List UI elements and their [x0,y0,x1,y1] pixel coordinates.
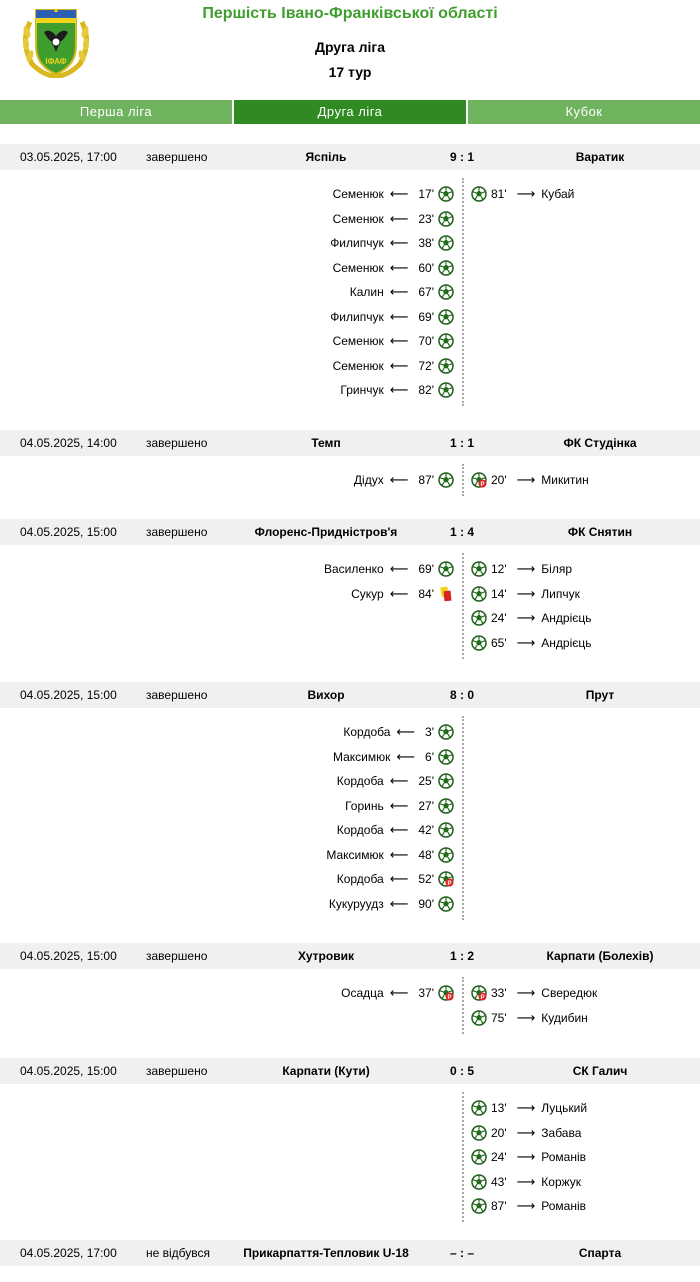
home-event [354,472,454,488]
page-header [0,0,700,95]
arrow-left-icon: ⟵ [396,748,416,764]
event-player[interactable]: Калин [349,285,384,299]
match-row[interactable] [0,1058,700,1084]
home-event [340,382,454,398]
match-date: 04.05.2025, 14:00 [20,436,117,450]
event-minute: 23' [418,211,434,226]
yellow-red-card-icon [438,586,454,602]
away-team[interactable]: ФК Студінка [563,436,637,450]
event-minute: 17' [418,187,434,201]
event-minute: 72' [418,358,434,373]
event-player[interactable]: Луцький [541,1101,588,1115]
goal-ball-icon [438,260,454,276]
goal-ball-icon [471,610,487,626]
arrow-left-icon: ⟵ [389,333,409,348]
arrow-right-icon: ⟶ [516,610,536,625]
home-event [351,586,454,602]
goal-ball-icon [471,1149,487,1165]
arrow-right-icon: ⟶ [516,1198,536,1213]
event-minute: 20' [491,1125,507,1140]
away-event [471,472,589,488]
match-row[interactable] [0,519,700,545]
arrow-right-icon: ⟶ [516,634,536,650]
away-event [471,1174,581,1190]
home-event [337,871,454,887]
league-tabs [0,100,700,124]
match-score: 1 : 1 [449,436,474,450]
event-minute: 87' [491,1199,507,1213]
arrow-left-icon: ⟵ [389,235,409,250]
penalty-goal-icon [471,985,487,1001]
event-player[interactable]: Кордоба [336,823,384,837]
goal-ball-icon [438,724,454,740]
match-row[interactable] [0,430,700,456]
goal-ball-icon [471,561,487,577]
event-player[interactable]: Семенюк [332,187,384,201]
home-event [350,284,454,300]
penalty-goal-icon [471,472,487,488]
goal-ball-icon [471,635,487,651]
event-player[interactable]: Романів [541,1199,587,1213]
arrow-left-icon: ⟵ [389,210,409,226]
goal-ball-icon [438,284,454,300]
logo-text: ІФАФ [45,57,67,66]
match-score: 9 : 1 [449,150,474,164]
event-minute: 43' [491,1174,507,1189]
event-minute: 24' [491,611,507,625]
home-team[interactable]: Карпати (Кути) [282,1064,370,1078]
arrow-left-icon: ⟵ [389,846,409,862]
events-divider [462,977,464,1034]
goal-ball-icon [438,822,454,838]
event-minute: 84' [418,586,434,601]
home-event [333,333,454,349]
event-player[interactable]: Романів [541,1150,587,1164]
arrow-left-icon: ⟵ [389,797,409,813]
goal-ball-icon [438,382,454,398]
away-team[interactable]: Спарта [578,1246,622,1260]
events-divider [462,716,464,920]
match-score: 8 : 0 [449,688,474,702]
event-player[interactable]: Семенюк [332,334,384,348]
arrow-right-icon: ⟶ [516,1173,536,1189]
event-player[interactable]: Горинь [345,798,384,813]
event-minute: 37' [418,986,434,1000]
arrow-left-icon: ⟵ [389,985,409,1000]
home-team[interactable]: Вихор [307,688,345,702]
arrow-right-icon: ⟶ [516,585,536,601]
arrow-left-icon: ⟵ [389,357,409,373]
away-event [471,586,580,602]
away-team[interactable]: Варатик [575,150,625,164]
home-event [330,309,454,325]
event-minute: 60' [418,260,434,275]
home-team[interactable]: Темп [311,436,341,450]
svg-text:P: P [480,482,485,488]
home-event [333,260,454,276]
goal-ball-icon [438,749,454,765]
event-player[interactable]: Максимюк [332,749,391,764]
event-minute: 90' [418,896,434,911]
match-date: 04.05.2025, 15:00 [20,1064,117,1078]
events-divider [462,178,464,406]
events-divider [462,553,464,659]
arrow-left-icon: ⟵ [389,382,409,397]
match-status: завершено [146,525,208,539]
arrow-left-icon: ⟵ [389,284,409,299]
goal-ball-icon [438,472,454,488]
event-minute: 27' [418,798,434,813]
event-minute: 25' [418,774,434,788]
event-minute: 48' [418,847,434,862]
home-event [333,749,454,765]
arrow-left-icon: ⟵ [389,871,409,886]
events-divider [462,464,464,496]
round-title: 17 тур [328,64,372,80]
match-score: – : – [449,1246,474,1260]
goal-ball-icon [438,358,454,374]
match-status: завершено [146,436,208,450]
away-team[interactable]: СК Галич [572,1064,628,1078]
match-row[interactable] [0,144,700,170]
arrow-left-icon: ⟵ [389,186,409,201]
arrow-left-icon: ⟵ [389,259,409,275]
away-team[interactable]: Прут [585,688,615,702]
goal-ball-icon [438,847,454,863]
arrow-right-icon: ⟶ [516,1149,536,1164]
event-player[interactable]: Біляр [541,562,572,576]
event-minute: 14' [491,586,507,601]
goal-ball-icon [438,561,454,577]
event-player[interactable]: Забава [541,1125,582,1140]
arrow-right-icon: ⟶ [516,561,536,576]
away-team[interactable]: ФК Снятин [567,525,633,539]
event-player[interactable]: Кубай [541,187,575,201]
goal-ball-icon [471,1100,487,1116]
goal-ball-icon [471,1010,487,1026]
event-minute: 24' [491,1150,507,1164]
away-event [471,1010,588,1026]
match-row[interactable] [0,943,700,969]
goal-ball-icon [438,211,454,227]
arrow-right-icon: ⟶ [516,1124,536,1140]
arrow-right-icon: ⟶ [516,472,536,487]
events-divider [462,1092,464,1222]
home-team[interactable]: Флоренс-Придністров'я [254,525,398,539]
goal-ball-icon [471,1198,487,1214]
goal-ball-icon [438,773,454,789]
away-event [471,1125,581,1141]
match-date: 04.05.2025, 17:00 [20,1246,117,1260]
home-event [329,896,454,912]
match-date: 04.05.2025, 15:00 [20,688,117,702]
event-minute: 3' [425,725,434,739]
match-status: завершено [146,1064,208,1078]
home-event [333,358,454,374]
event-minute: 69' [418,309,434,324]
home-event [341,985,454,1001]
event-player[interactable]: Микитин [541,473,589,487]
arrow-left-icon: ⟵ [389,773,409,788]
home-event [326,847,454,863]
event-minute: 69' [418,562,434,576]
event-minute: 42' [418,823,434,837]
event-player[interactable]: Коржук [541,1174,582,1189]
penalty-goal-icon [438,985,454,1001]
svg-text:P: P [480,995,485,1001]
home-event [345,798,454,814]
arrow-left-icon: ⟵ [389,585,409,601]
event-player[interactable]: Андрієць [541,635,592,650]
home-event [333,186,454,202]
tab-cup[interactable]: Кубок [468,100,700,124]
event-player[interactable]: Кордоба [343,725,391,739]
event-player[interactable]: Филипчук [330,309,384,324]
penalty-goal-icon [438,871,454,887]
tab-second-league[interactable]: Друга ліга [234,100,466,124]
home-team[interactable]: Яспіль [305,150,347,164]
match-date: 04.05.2025, 15:00 [20,525,117,539]
svg-text:P: P [447,881,452,887]
goal-ball-icon [438,186,454,202]
event-minute: 13' [491,1101,507,1115]
arrow-left-icon: ⟵ [389,822,409,837]
away-event [471,1198,586,1214]
arrow-left-icon: ⟵ [396,724,416,739]
arrow-right-icon: ⟶ [516,985,536,1000]
arrow-left-icon: ⟵ [389,561,409,576]
home-team[interactable]: Хутровик [298,949,354,963]
event-minute: 52' [418,872,434,886]
goal-ball-icon [438,896,454,912]
event-player[interactable]: Семенюк [332,358,384,373]
tab-first-league[interactable]: Перша ліга [0,100,232,124]
goal-ball-icon [438,798,454,814]
match-date: 03.05.2025, 17:00 [20,150,117,164]
goal-ball-icon [438,309,454,325]
league-title: Друга ліга [314,39,386,55]
goal-ball-icon [471,1125,487,1141]
match-row[interactable] [0,682,700,708]
event-minute: 33' [491,986,507,1000]
event-minute: 67' [418,285,434,299]
match-score: 1 : 2 [449,949,474,963]
away-event [471,1100,587,1116]
goal-ball-icon [438,235,454,251]
home-event [337,773,454,789]
match-status: завершено [146,150,208,164]
event-minute: 6' [425,749,434,764]
arrow-right-icon: ⟶ [516,186,536,201]
arrow-left-icon: ⟵ [389,472,409,487]
event-minute: 38' [418,236,434,250]
event-player[interactable]: Липчук [541,586,580,601]
goal-ball-icon [471,1174,487,1190]
goal-ball-icon [471,586,487,602]
event-minute: 12' [491,562,507,576]
match-date: 04.05.2025, 15:00 [20,949,117,963]
event-minute: 81' [491,187,507,201]
home-team[interactable]: Прикарпаття-Тепловик U-18 [243,1246,409,1260]
event-minute: 65' [491,635,507,650]
home-event [337,822,454,838]
event-player[interactable]: Андрієць [541,611,592,625]
away-event [471,610,592,626]
event-player[interactable]: Осадца [341,986,384,1000]
event-minute: 87' [418,473,434,487]
page-title: Першість Івано-Франківської області [202,5,498,22]
event-player[interactable]: Филипчук [330,236,384,250]
home-event [324,561,454,577]
arrow-left-icon: ⟵ [389,308,409,324]
match-score: 0 : 5 [449,1064,474,1078]
arrow-right-icon: ⟶ [516,1100,536,1115]
event-player[interactable]: Кордоба [336,774,384,788]
event-minute: 75' [491,1010,507,1025]
away-event [471,1149,586,1165]
event-player[interactable]: Свередюк [541,986,598,1000]
match-status: завершено [146,949,208,963]
goal-ball-icon [438,333,454,349]
event-player[interactable]: Кукуруудз [328,896,384,911]
event-player[interactable]: Сукур [351,586,384,601]
event-player[interactable]: Кудибин [541,1010,588,1025]
arrow-right-icon: ⟶ [516,1009,536,1025]
arrow-left-icon: ⟵ [389,895,409,911]
event-player[interactable]: Кордоба [336,872,384,886]
home-event [330,235,454,251]
event-player[interactable]: Василенко [323,562,384,576]
home-event [343,724,454,740]
goal-ball-icon [471,186,487,202]
match-row[interactable] [0,1240,700,1266]
svg-text:P: P [447,995,452,1001]
away-event [471,635,592,651]
event-minute: 20' [491,473,507,487]
event-player[interactable]: Дідух [353,473,384,487]
away-event [471,186,574,202]
away-event [471,985,597,1001]
away-team[interactable]: Карпати (Болехів) [546,949,654,963]
match-status: не відбувся [146,1246,211,1260]
event-minute: 70' [418,334,434,348]
event-player[interactable]: Гринчук [340,383,384,397]
event-player[interactable]: Максимюк [326,847,384,862]
event-player[interactable]: Семенюк [332,260,384,275]
away-event [471,561,572,577]
event-minute: 82' [418,383,434,397]
match-status: завершено [146,688,208,702]
event-player[interactable]: Семенюк [332,211,384,226]
home-event [333,211,454,227]
match-score: 1 : 4 [449,525,474,539]
